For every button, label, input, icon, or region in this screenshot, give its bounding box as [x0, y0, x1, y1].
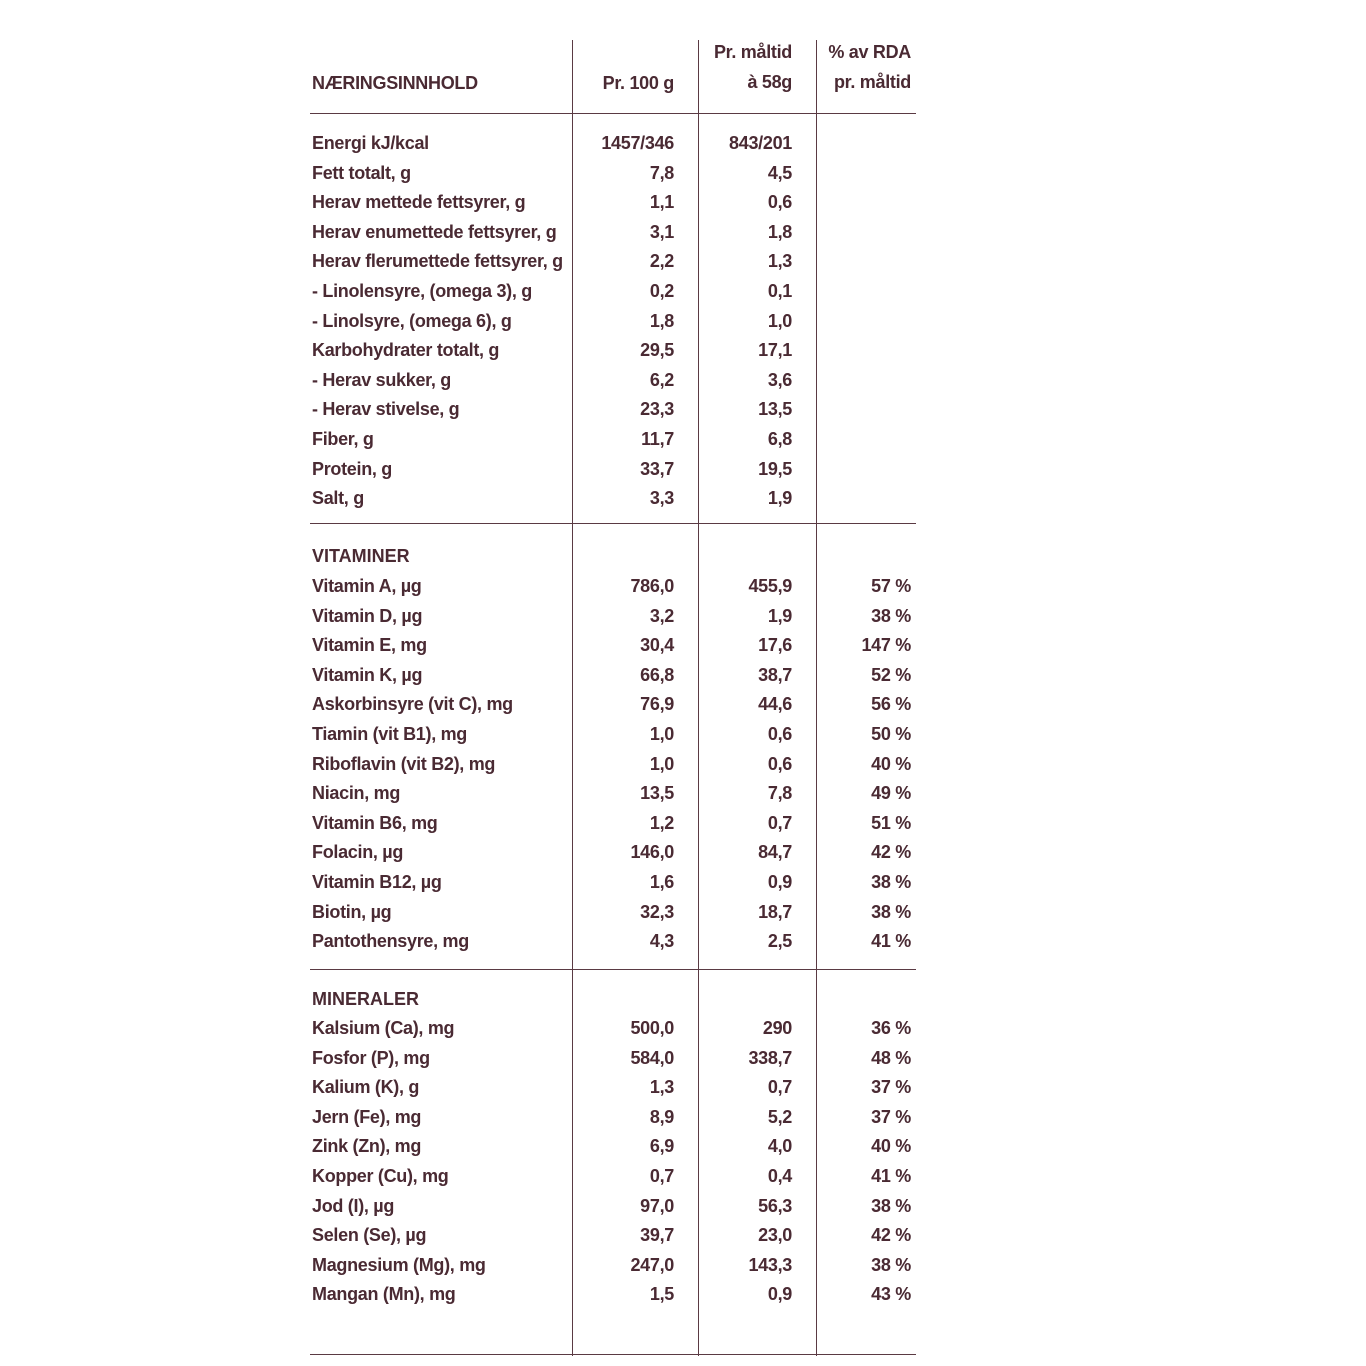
value-per-100g: 1,0	[649, 724, 674, 744]
value-per-100g: 1,1	[649, 192, 674, 213]
nutrient-row	[0, 369, 1366, 391]
value-per-meal: 0,9	[767, 1284, 792, 1305]
mineral-row	[0, 1047, 1366, 1069]
nutrient-row	[0, 339, 1366, 361]
value-rda-percent: 52 %	[871, 664, 911, 685]
value-per-meal: 1,9	[767, 605, 792, 626]
value-per-100g: 76,9	[640, 694, 674, 715]
vitamin-row	[0, 575, 1366, 597]
value-per-100g: 33,7	[640, 458, 674, 479]
value-per-100g: 11,7	[641, 429, 674, 449]
vitamin-row	[0, 782, 1366, 804]
value-per-meal: 1,8	[767, 221, 792, 242]
nutrient-name: Herav enumettede fettsyrer, g	[312, 221, 557, 242]
value-rda-percent: 40 %	[871, 753, 911, 774]
value-per-meal: 6,8	[767, 429, 792, 449]
vitamin-row	[0, 723, 1366, 745]
header-per-100g: Pr. 100 g	[602, 73, 674, 93]
value-per-meal: 290	[762, 1018, 792, 1038]
value-per-100g: 146,0	[630, 842, 674, 863]
nutrient-name: - Linolensyre, (omega 3), g	[312, 281, 532, 301]
value-per-100g: 500,0	[630, 1018, 674, 1038]
nutrient-row	[0, 221, 1366, 243]
header-nutrition-label: NÆRINGSINNHOLD	[312, 73, 478, 93]
value-rda-percent: 36 %	[871, 1018, 911, 1038]
value-per-100g: 30,4	[640, 635, 674, 656]
value-per-100g: 8,9	[649, 1106, 674, 1127]
value-per-meal: 0,9	[767, 872, 792, 892]
value-per-100g: 247,0	[630, 1254, 674, 1275]
value-per-meal: 0,7	[767, 1077, 792, 1098]
nutrient-name: Jern (Fe), mg	[312, 1106, 422, 1127]
value-per-meal: 17,1	[758, 340, 792, 361]
value-per-meal: 0,4	[767, 1166, 792, 1186]
value-per-meal: 0,1	[767, 281, 792, 301]
value-per-meal: 2,5	[767, 931, 792, 952]
vitamin-row	[0, 901, 1366, 923]
nutrient-name: Niacin, mg	[312, 783, 401, 804]
vitamin-row	[0, 753, 1366, 775]
value-per-meal: 0,6	[767, 192, 792, 213]
value-rda-percent: 38 %	[871, 872, 911, 892]
nutrient-name: Riboflavin (vit B2), mg	[312, 753, 496, 774]
value-rda-percent: 49 %	[871, 783, 911, 804]
value-per-meal: 0,7	[767, 812, 792, 833]
nutrient-name: Vitamin B6, mg	[312, 812, 438, 833]
value-per-meal: 843/201	[729, 133, 792, 153]
value-rda-percent: 38 %	[871, 1195, 911, 1216]
nutrient-row	[0, 280, 1366, 302]
value-rda-percent: 51 %	[871, 812, 911, 833]
nutrient-row	[0, 428, 1366, 450]
value-per-100g: 584,0	[630, 1047, 674, 1068]
value-per-100g: 3,1	[649, 221, 674, 242]
value-per-100g: 39,7	[640, 1225, 674, 1246]
nutrient-name: Protein, g	[312, 458, 393, 479]
nutrient-name: Tiamin (vit B1), mg	[312, 724, 467, 744]
nutrient-name: Kopper (Cu), mg	[312, 1166, 449, 1186]
value-per-meal: 13,5	[758, 399, 792, 420]
nutrient-name: Zink (Zn), mg	[312, 1136, 422, 1157]
value-per-100g: 29,5	[640, 340, 674, 361]
value-per-100g: 0,2	[649, 281, 674, 301]
nutrient-row	[0, 310, 1366, 332]
value-rda-percent: 38 %	[871, 901, 911, 922]
vitamins-rule	[310, 969, 916, 970]
value-per-meal: 17,6	[758, 635, 792, 656]
value-per-100g: 4,3	[649, 931, 674, 952]
nutrient-name: Mangan (Mn), mg	[312, 1284, 456, 1305]
value-per-meal: 56,3	[758, 1195, 792, 1216]
header-per-meal-line2: à 58g	[747, 72, 792, 92]
value-per-meal: 143,3	[748, 1254, 792, 1275]
value-per-100g: 3,2	[649, 605, 674, 626]
nutrient-name: Vitamin B12, µg	[312, 872, 442, 892]
value-per-meal: 38,7	[758, 664, 792, 685]
nutrient-row	[0, 487, 1366, 509]
nutrient-name: Vitamin A, µg	[312, 576, 422, 596]
nutrient-name: Vitamin E, mg	[312, 635, 427, 656]
vitamin-row	[0, 693, 1366, 715]
value-rda-percent: 41 %	[871, 931, 911, 952]
header-rule	[310, 113, 916, 114]
value-per-100g: 2,2	[649, 251, 674, 272]
nutrient-name: Fiber, g	[312, 429, 374, 449]
value-per-100g: 1457/346	[601, 133, 674, 153]
value-per-meal: 23,0	[758, 1225, 792, 1246]
vitamin-row	[0, 664, 1366, 686]
vitamin-row	[0, 605, 1366, 627]
value-rda-percent: 42 %	[871, 1225, 911, 1246]
nutrient-name: Fosfor (P), mg	[312, 1047, 430, 1068]
mineral-row	[0, 1254, 1366, 1276]
mineral-row	[0, 1283, 1366, 1305]
value-per-meal: 44,6	[758, 694, 792, 715]
nutrient-name: Fett totalt, g	[312, 162, 411, 183]
nutrient-name: Herav flerumettede fettsyrer, g	[312, 251, 563, 272]
nutrient-row	[0, 191, 1366, 213]
mineral-row	[0, 1076, 1366, 1098]
header-rda-line2: pr. måltid	[833, 72, 911, 92]
nutrient-name: Kalsium (Ca), mg	[312, 1018, 455, 1038]
nutrient-name: Energi kJ/kcal	[312, 133, 429, 153]
value-per-100g: 32,3	[640, 901, 674, 922]
value-per-100g: 786,0	[630, 576, 674, 596]
nutrient-name: Biotin, µg	[312, 901, 392, 922]
value-rda-percent: 37 %	[871, 1106, 911, 1127]
value-per-meal: 0,6	[767, 753, 792, 774]
value-per-meal: 0,6	[767, 724, 792, 744]
value-rda-percent: 41 %	[871, 1166, 911, 1186]
vitamin-row	[0, 871, 1366, 893]
mineral-row	[0, 1017, 1366, 1039]
value-per-100g: 66,8	[640, 664, 674, 685]
nutrients-rule	[310, 523, 916, 524]
nutrient-name: - Herav stivelse, g	[312, 399, 460, 420]
value-per-meal: 5,2	[767, 1106, 792, 1127]
value-per-meal: 4,5	[767, 162, 792, 183]
nutrient-name: Salt, g	[312, 488, 364, 509]
nutrient-name: Kalium (K), g	[312, 1077, 420, 1098]
minerals-section-title: MINERALER	[312, 989, 419, 1009]
value-per-meal: 3,6	[767, 369, 792, 390]
nutrient-name: Herav mettede fettsyrer, g	[312, 192, 526, 213]
value-per-100g: 23,3	[640, 399, 674, 420]
nutrient-name: Magnesium (Mg), mg	[312, 1254, 486, 1275]
value-per-100g: 3,3	[649, 488, 674, 509]
vitamin-row	[0, 634, 1366, 656]
value-per-100g: 6,2	[649, 369, 674, 390]
value-per-meal: 19,5	[758, 458, 792, 479]
value-rda-percent: 48 %	[871, 1047, 911, 1068]
value-per-100g: 97,0	[640, 1195, 674, 1216]
header-rda-line1: % av RDA	[828, 42, 911, 62]
nutrient-name: Jod (I), µg	[312, 1195, 395, 1216]
value-per-100g: 1,2	[649, 812, 674, 833]
mineral-row	[0, 1106, 1366, 1128]
mineral-row	[0, 1165, 1366, 1187]
vitamin-row	[0, 841, 1366, 863]
mineral-row	[0, 1224, 1366, 1246]
value-per-meal: 84,7	[758, 842, 792, 863]
value-rda-percent: 50 %	[871, 724, 911, 744]
value-per-meal: 18,7	[758, 901, 792, 922]
value-per-100g: 1,0	[649, 753, 674, 774]
nutrient-name: - Linolsyre, (omega 6), g	[312, 310, 512, 331]
nutrient-name: - Herav sukker, g	[312, 369, 451, 390]
nutrient-name: Vitamin K, µg	[312, 664, 423, 685]
nutrient-name: Karbohydrater totalt, g	[312, 340, 500, 361]
vitamin-row	[0, 930, 1366, 952]
value-per-100g: 1,6	[649, 872, 674, 892]
value-per-100g: 1,8	[649, 310, 674, 331]
value-per-100g: 1,3	[649, 1077, 674, 1098]
value-per-100g: 6,9	[649, 1136, 674, 1157]
nutrient-row	[0, 132, 1366, 154]
value-per-100g: 0,7	[649, 1166, 674, 1186]
value-per-100g: 1,5	[649, 1284, 674, 1305]
value-rda-percent: 43 %	[871, 1284, 911, 1305]
value-rda-percent: 38 %	[871, 1254, 911, 1275]
mineral-row	[0, 1135, 1366, 1157]
value-rda-percent: 42 %	[871, 842, 911, 863]
vitamins-section-title: VITAMINER	[312, 546, 410, 566]
value-rda-percent: 57 %	[871, 576, 911, 596]
table-bottom-rule	[310, 1354, 916, 1355]
value-per-meal: 1,0	[767, 310, 792, 331]
value-rda-percent: 147 %	[861, 635, 911, 656]
value-rda-percent: 56 %	[871, 694, 911, 715]
vitamin-row	[0, 812, 1366, 834]
value-per-meal: 1,3	[767, 251, 792, 272]
value-per-meal: 4,0	[767, 1136, 792, 1157]
value-rda-percent: 40 %	[871, 1136, 911, 1157]
nutrient-name: Pantothensyre, mg	[312, 931, 469, 952]
nutrient-name: Folacin, µg	[312, 842, 404, 863]
nutrient-name: Vitamin D, µg	[312, 605, 423, 626]
mineral-row	[0, 1195, 1366, 1217]
value-per-100g: 13,5	[640, 783, 674, 804]
value-rda-percent: 38 %	[871, 605, 911, 626]
value-rda-percent: 37 %	[871, 1077, 911, 1098]
nutrient-row	[0, 458, 1366, 480]
nutrient-row	[0, 162, 1366, 184]
value-per-100g: 7,8	[649, 162, 674, 183]
value-per-meal: 7,8	[767, 783, 792, 804]
nutrient-row	[0, 398, 1366, 420]
nutrient-row	[0, 250, 1366, 272]
value-per-meal: 1,9	[767, 488, 792, 509]
value-per-meal: 455,9	[748, 576, 792, 596]
value-per-meal: 338,7	[748, 1047, 792, 1068]
header-per-meal-line1: Pr. måltid	[713, 42, 792, 62]
nutrient-name: Selen (Se), µg	[312, 1225, 427, 1246]
nutrient-name: Askorbinsyre (vit C), mg	[312, 694, 513, 715]
